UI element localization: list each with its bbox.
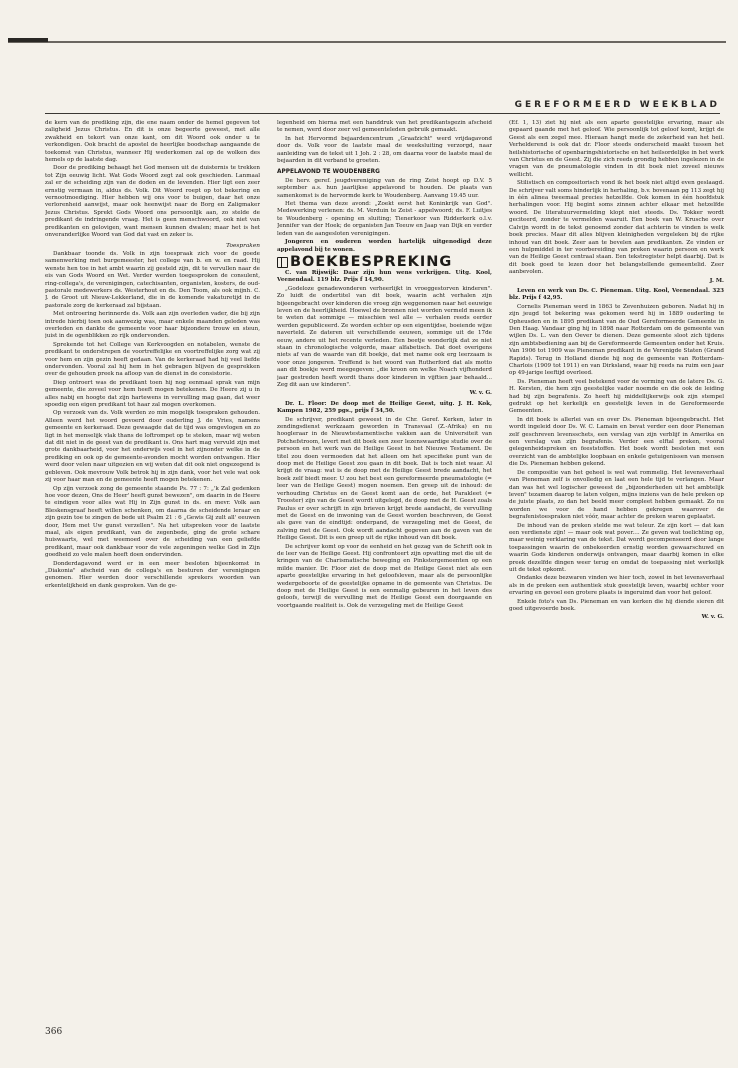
signature: J. M. <box>709 277 724 284</box>
paragraph: De herv. geref. jeugdvereniging van de ring Zeist hoopt op D.V. 5 september a.s. hun jaarlijkse appelavond te houden. De plaats van samenkomst is de hervormde kerk te Woudenberg. Aanvang 19.45 uur. <box>277 177 492 199</box>
review-title: Leven en werk van Ds. C. Pieneman. Uitg. Kool, Veenendaal. 323 blz. Prijs f 42,95. <box>509 287 724 302</box>
paragraph: De schrijver komt op voor de eenheid en het gezag van de Schrift ook in de leer van de Heilige Geest. Hij confronteert zijn opvatting met die uit de kringen van de Charismatische beweging en Pinkstergemeenten op een milde manier. Dr. Floor ziet de doop met de Heilige Geest niet als een aparte geestelijke ervaring in het geloofsleven, maar als de persoonlijke wedergeboorte of de geestelijke opname in de gemeente van Christus. De doop met de Heilige Geest is een eenmalig gebeuren in het leven des geloofs, terwijl de vervulling met de Heilige Geest een doorgaande en voortgaande realiteit is. Ook de verzegeling met de Heilige Geest <box>277 543 492 609</box>
book-icon <box>277 257 288 268</box>
review-title: C. van Rijswijk: Daar zijn hun wens verkrijgen. Uitg. Kool, Veenendaal. 119 blz. Prijs f 14,90. <box>277 269 492 284</box>
paragraph: Cornelis Pieneman werd in 1863 te Zevenhuizen geboren. Nadat hij in zijn jeugd tot bekering was gekomen werd hij in 1889 ouderling te Opheusden en in 1895 predikant van de Oud Gereformeerde Gemeente in Den Haag. Vandaar ging hij in 1898 naar Rotterdam om de gemeente van wijlen Ds. L. van den Oever te dienen. Deze gemeente sloot zich tijdens zijn ambtsbediening aan bij de Gereformeerde Gemeenten onder het Kruis. Van 1906 tot 1909 was Pieneman predikant in de Verenigde Staten (Grand Rapids). Terug in Holland diende hij nog de gemeente van Rotterdam-Charlois (1909 tot 1911) en van Dirksland, waar hij reeds na ruim een jaar op 49-jarige leeftijd overleed. <box>509 303 724 377</box>
paragraph: Door de prediking behaagt het God mensen uit de duisternis te trekken tot Zijn eeuwig licht. Wat Gods Woord zegt zal ook geschieden. Lanmaal zal er de scheiding zijn van de doden en de levenden. Hier ligt een zeer ernstig vermaan in, aldus ds. Volk. Dit Woord roept op tot bekering en vernootmoediging. Hier hebben wij ons voor te buigen, daar het onze verlorenheid aanwijst, maar ook heenwijst naar de Borg en Zaligmaker Jezus Christus. Sprekt Gods Woord ons persoonlijk aan, zo stelde de predikant de indringende vraag. Het is geen menschwoord, ook niet van predikanten en gelovigen, want mensen kunnen dwalen; maar het is het onveranderlijke Woord van God dat vast en zeker is. <box>45 165 260 239</box>
paragraph: Jongeren en ouderen worden hartelijk uitgenodigd deze appelavond bij te wonen. <box>277 239 492 253</box>
paragraph: Op zijn verzoek zong de gemeente staande Ps. 77 : 7: „'k Zal gedenken hoe voor dezen, Ons de Heer' heeft gunst bewezen", om daarin in de Heere te eindigen voor alles wat Hij in Zijn gunst in ds. en mevr. Volk aan Bleskensgraaf heeft willen schenken, om daarna de scheidende leraar en zijn gezin toe te zingen de bede uit Psalm 21 : 6 „Gewis Gij zult all' eeuwen door, Hem met Uw gunst verzellen". Na het uitspreken voor de laatste maal, als eigen predikant, van de zegenbede, ging de grote schare huiswaarts, wel met weemoed over de scheiding van een geliefde predikant, maar ook dankbaar voor de vele zegeningen welke God in Zijn goedheid zo vele malen heeft doen ondervinden. <box>45 485 260 559</box>
paragraph: legenheid om hierna met een handdruk van het predikantsgezin afscheid te nemen, werd door zeer vel gemeenteleden gebruik gemaakt. <box>277 120 492 134</box>
paragraph: De inhoud van de preken stelde me wat teleur. Ze zijn kort — dat kan een verdienste zijn! — maar ook wat pover.... Ze geven wat toelichting op, maar weinig verklaring van de tekst. Dat wordt gecompenseerd door lange toepassingen waarin de onbekeerden ernstig worden gewaarschuwd en waarin Gods kinderen onderwijs ontvangen, maar daarbij komen in elke preek dezelfde dingen weer terug en omdat de toepassing niet werkelijk uit de tekst opkomt. <box>509 522 724 573</box>
paragraph: De compositie van het geheel is wel wat rommelig. Het levensverhaal van Pieneman zelf is onvolledig en laat een hele tijd te verlangen. Maar dan was het wel logischer geweest de „bijzonderheden uit het ambtelijk leven" tezamen daarop te laten volgen, mijns inziens van de hele preken op de juiste plaats, zo dan het beeld meer compleet hebben gemaakt. Zo nu worden we voor de hand hebben gekregen waarover de begrafenistoespraken niet vóór, maar achter de preken waren geplaatst. <box>509 469 724 521</box>
signature: W. v. G. <box>469 390 492 397</box>
paragraph: Ds. Pieneman heeft veel betekend voor de vorming van de latere Ds. G. H. Kersten, die hem zijn geestelijke vader noemde en die ook de leiding had bij zijn begrafenis. Zo heeft hij middellijkerwijs ook zijn stempel gedrukt op het kerkelijk en geestelijk leven in de Gereformeerde Gemeenten. <box>509 378 724 415</box>
paragraph: Met ontroering herinnerde ds. Volk aan zijn overleden vader, die bij zijn intrede hierbij toen ook aanwezig was, maar enkele maanden geleden was overleden en dankte de gemeente voor haar bijzondere trouw en steun, juist in de ogenblikken zo rijk ondervonden. <box>45 311 260 340</box>
heading-text: BOEKBESPREKING <box>290 253 453 270</box>
boekbespreking-heading <box>277 253 492 270</box>
paragraph: Diep ontroert was de predikant toen hij nog eenmaal sprak van mijn gemeente, die zoveel voor hem heeft mogen betekenen. De Heere zij u in alles nabij en hoogte dat zijn hartewens in vervulling mag gaan, dat weer spoedig een eigen predikant tot haar zal mogen overkomen. <box>45 379 260 409</box>
paragraph: De schrijver, predikant geweest in de Chr. Geref. Kerken, later in zendingsdienst werkzaam geworden in Transvaal (Z.-Afrika) en nu hoogleraar in de Nieuwtestamentische vakken aan de Universiteit van Potchefstroom, levert met dit boek een zeer lezenswaardige studie over de persoon en het werk van de Heilige Geest in het Nieuwe Testament. De titel zou doen vermoeden dat het alleen om het specifieke punt van de doop met de Heilige Geest zou gaan in dit boek. Dat is toch niet waar. Al krijgt de vraag: wat is de doop met de Heilige Geest brede aandacht, het boek zelf biedt meer. U zou het best een gereformeerde pneumatologie (= leer van de Heilige Geest) mogen noemen. Een greep uit de inhoud: de verhouding Christus en de Geest komt aan de orde, het Parakleet (= Trooster) zijn van de Geest wordt uitgelegd, de doop met de H. Geest zoals Paulus er over schrijft in zijn brieven krijgt brede aandacht, de vervulling met de Geest en de inwoning van de Geest worden beschreven, de Geest als gave van de eindtijd: onderpand, de verzegeling met de Geest, de zalving met de Geest. Ook wordt aandacht gegeven aan de gaven van de Heilige Geest. Dit is een greep uit de rijke inhoud van dit boek. <box>277 416 492 542</box>
paragraph: In het Hervormd bejaardencentrum „Graafzicht" werd vrijdagavond door ds. Volk voor de laatste maal de weeksluiting verzorgd, naar aanleiding van de tekst uit 1 Joh. 2 : 28, om daarna voor de laatste maal de bejaarden in dit verband te groeten. <box>277 135 492 165</box>
paragraph: „Godeloze genadewonderen verheerlijkt in vroeggestorven kinderen". Zo luidt de ondertitel van dit boek, waarin acht verhalen zijn bijeengebracht over kinderen die vroeg zijn weggenomen naar het eeuwige leven en de heerlijkheid. Hoewel de bronnen niet worden vermeld meen ik te weten dat sommige — misschien wel alle — verhalen reeds eerder werden gepubliceerd. Ze worden echter op een eigentijdse, boeiende wijze naverteld. Ze dateren uit verschillende eeuwen, sommige uit de 17de eeuw, andere uit het recente verleden. Een beetje wonderlijk dat ze niet staan in chronologische volgorde, maar alfabetisch. Dat doet overigens niets af van de waarde van dit boekje, dat met name ook erg leerzaam is voor onze jongeren. Treffend is het woord van Rutherford dat als motto aan dit boekje werd meegegeven: „die kroon om welke Noach vijfhonderd jaar gestreden heeft wordt thans door kinderen in vijftien jaar behaald... Zeg dit aan uw kinderen". <box>277 285 492 388</box>
column-1 <box>45 120 260 1025</box>
paragraph: Enkele foto's van Ds. Pieneman en van kerken die hij diende sieren dit goed uitgevoerde boek. <box>509 598 724 612</box>
paragraph: In dit boek is allerlei van en over Ds. Pieneman bijeengebracht. Het wordt ingeleid door Ds. W. C. Lamain en bevat verder een door Pieneman zelf geschreven levensschets, een verslag van zijn verblijf in Amerika en een verslag van zijn begrafenis. Verder een elftal preken, vooral gelegenheidspreken en feeststoffen. Het boek wordt besloten met een overzicht van de ambtelijke loopbaan en enkele getuigenissen van mensen die Ds. Pieneman hebben gekend. <box>509 416 724 468</box>
subhead-toespraken: Toespraken <box>226 242 260 249</box>
paragraph: Ondanks deze bezwaren vinden we hier toch, zowel in het levensverhaal als in de preken een authentiek stuk geestelijk leven, waarbij echter voor ervaring en gevoel een grotere plaats is ingeruimd dan voor het geloof. <box>509 575 724 597</box>
paragraph: (Ef. 1, 13) ziet hij niet als een aparte geestelijke ervaring, maar als gepaard gaande met het geloof. Wie persoonlijk tot geloof komt, krijgt de Geest als een zegel mee. Hieraan hangt mede de zekerheid van het heil. Verhelderend is ook dat dr. Floor steeds onderscheid maakt tussen het heilshistorische of openbaringshistorische en het heilsordelijke in het werk van Christus en de Geest. Zij die zich reeds grondig hebben ingelezen in de vragen van de pneumatologie vinden in dit boek niet zoveel nieuws wellicht. <box>509 120 724 178</box>
paragraph: Dankbaar toonde ds. Volk in zijn toespraak zich voor de goede samenwerking met burgemeester, het college van b. en w. en raad. Hij wenste hen toe in het ambt waarin zij gesteld zijn, dit te vervullen naar de eis van Gods Woord en Wet. Verder werden toegesproken de consulent, ring-collega's, de verenigingen, catechisanten, organisten, kosters, de oud-pastorale medewerkers ds. Westerhout en ds. Den Toom, als ook mijnh. C. J. de Groot uit Nieuw-Lekkerland, die in de komende vakaturetijd in de pastorale zorg de kerkeraad zal bijstaan. <box>45 250 260 309</box>
paragraph: Stilistisch en compositorisch vond ik het boek niet altijd even geslaagd. De schrijver valt soms hinderlijk in herhaling, b.v. bovenaan pg 113 zegt hij in één alinea tweemaal precies hetzelfde. Ook komen in één hoofdstuk herhalingen voor. Hij begint soms zinnen achter elkaar met hetzelfde woord. De literatuurvermelding klopt niet steeds. Ds. Tokker wordt geciteerd, zonder te vermelden waaruit. Een boek van W. Krusche over Calvijn wordt in de tekst genoemd zonder dat achterin te vinden is welk boek precies. Maar dit alles blijven kleinigheden vergeleken bij de rijke inhoud van dit boek. Zeer aan te bevelen aan predikanten. Ze vinden er een hulpmiddel in ter voorbereiding van preken waarin persoon en werk van de Heilige Geest centraal staan. Een tekstregister helpt daarbij. Dat is dit boek goed te lezen door het belangstellende gemeentelid. Zeer aanbevolen. <box>509 180 724 276</box>
running-header: GEREFORMEERD WEEKBLAD <box>514 100 720 110</box>
paragraph: Donderdagavond werd er in een meer besloten bijeenkomst in „Diakonia" afscheid van de collega's en besturen der verenigingen genomen. Hier werden door verschillende sprekers woorden van erkentelijkheid en dank gesproken. Van de ge- <box>45 560 260 589</box>
paragraph: Het thema van deze avond: „Zoekt eerst het Koninkrijk van God". Medewerking verlenen: ds. M. Verduin te Zeist - appelwoord; ds. F. Luitjes te Woudenberg - opening en sluiting; Tienerkoor van Ridderkerk o.l.v. Jennifer van der Hoek; de organisten Jan Teeuw en Jaap van Dijk en verder leden van de aangesloten verenigingen. <box>277 201 492 237</box>
paragraph: Sprekende tot het College van Kerkvoogden en notabelen, wenste de predikant te onderstrepen de voortreffelijke en voortreffelijke zorg wat zij voor hem en zijn gezin heeft gedaan. Van de kerkeraad had hij veel liefde ondervonden. Vooral zal hij hem in het gebragen blijven de gesprekken over de gehouden preek na afloop van de dienst in de consistorie. <box>45 341 260 378</box>
page-number: 366 <box>45 1027 63 1037</box>
section-heading: APPELAVOND TE WOUDENBERG <box>277 169 380 176</box>
paragraph: Op verzoek van ds. Volk werden zo min mogelijk toespraken gehouden. Alleen werd het woord gevoerd door ouderling J. de Vries, namens gemeente en kerkeraad. Deze gewaagde dat de tijd was omgevlogen en zo ligt in het menselijk vlak thans de loftrompet op te steken, maar wij weten dat dit niet in de geest van de predikant is. Ons hart mag vervuld zijn met grote dankbaarheid, voor het onderwijs voel in het zijnonder welke in de prediking en ook op de gemeente-avonden mocht worden ontvangen. Hier werd door velen naar uitgezien en wij weten dat dit ook niet ongezegend is gebleven. Ook mevrouw Volk betrok hij in zijn dank, voor het vele wat ook zij voor haar man en de gemeente heeft mogen betekenen. <box>45 410 260 484</box>
column-2 <box>277 120 492 1025</box>
column-3 <box>509 120 724 1025</box>
review-title: Dr. L. Floor: De doop met de Heilige Geest, uitg. J. H. Kok, Kampen 1982, 259 pgs., prijs f 34,50. <box>277 400 492 415</box>
header-rule <box>45 113 720 114</box>
paragraph: de kern van de prediking zijn, die ene naam onder de hemel gegeven tot zaligheid Jezus Christus. En dit is onze begeerte geweest, met alle zwakheid en tekort van onze kant, om dit Woord ook onder u te verkondigen. Ook bracht de apostel de heerlijke boodschap aangaande de toekomst van Christus, wanneer Hij wederkomen zal op de wolken des hemels op de laatste dag. <box>45 120 260 164</box>
top-rule <box>8 41 726 43</box>
signature: W. v. G. <box>701 614 724 621</box>
